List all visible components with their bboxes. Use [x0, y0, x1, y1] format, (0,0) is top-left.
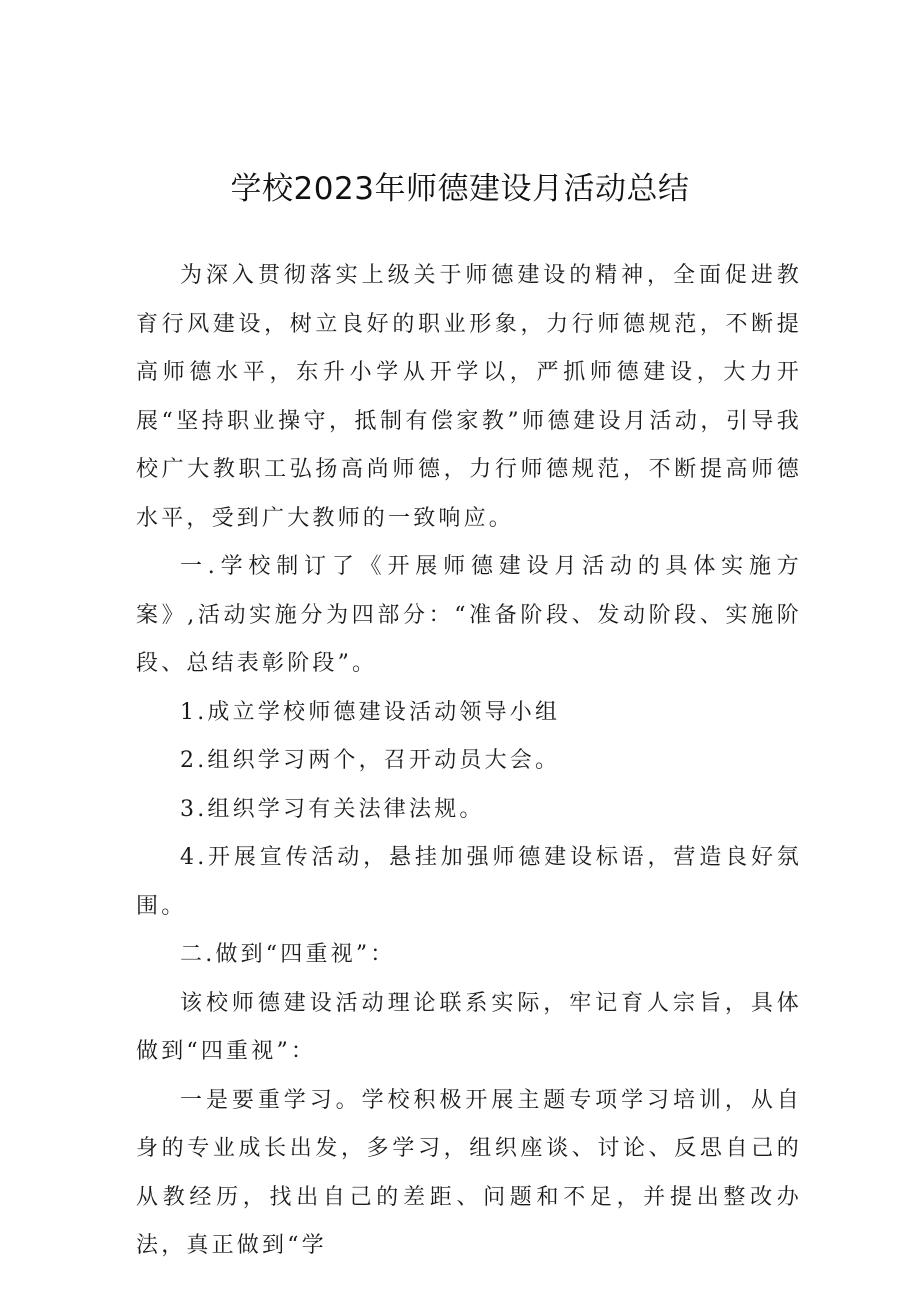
section-one-paragraph: 一.学校制订了《开展师德建设月活动的具体实施方案》,活动实施分为四部分：“准备阶段、发动阶段、实施阶段、总结表彰阶段”。 — [136, 554, 802, 676]
document-body — [136, 252, 802, 1271]
list-item: 3.组织学习有关法律法规。 — [180, 796, 485, 822]
list-item: 2.组织学习两个，召开动员大会。 — [180, 748, 561, 773]
section-two-paragraph: 该校师德建设活动理论联系实际，牢记育人宗旨，具体做到“四重视”： — [136, 990, 802, 1064]
intro-paragraph: 为深入贯彻落实上级关于师德建设的精神，全面促进教育行风建设，树立良好的职业形象，力行师德规范，不断提高师德水平，东升小学从开学以，严抓师德建设，大力开展“坚持职业操守，抵制有偿家教”师德建设月活动，引导我校广大教职工弘扬高尚师德，力行师德规范，不断提高师德水平，受到广大教师的一致响应。 — [136, 263, 802, 531]
study-paragraph: 一是要重学习。学校积极开展主题专项学习培训，从自身的专业成长出发，多学习，组织座谈、讨论、反思自己的从教经历，找出自己的差距、问题和不足，并提出整改办法，真正做到“学 — [136, 1087, 802, 1258]
list-item: 4.开展宣传活动，悬挂加强师德建设标语，营造良好氛围。 — [136, 845, 802, 919]
section-two-heading: 二.做到“四重视”： — [180, 942, 396, 967]
list-item: 1.成立学校师德建设活动领导小组 — [180, 699, 561, 725]
document-title: 学校2023年师德建设月活动总结 — [230, 171, 690, 207]
